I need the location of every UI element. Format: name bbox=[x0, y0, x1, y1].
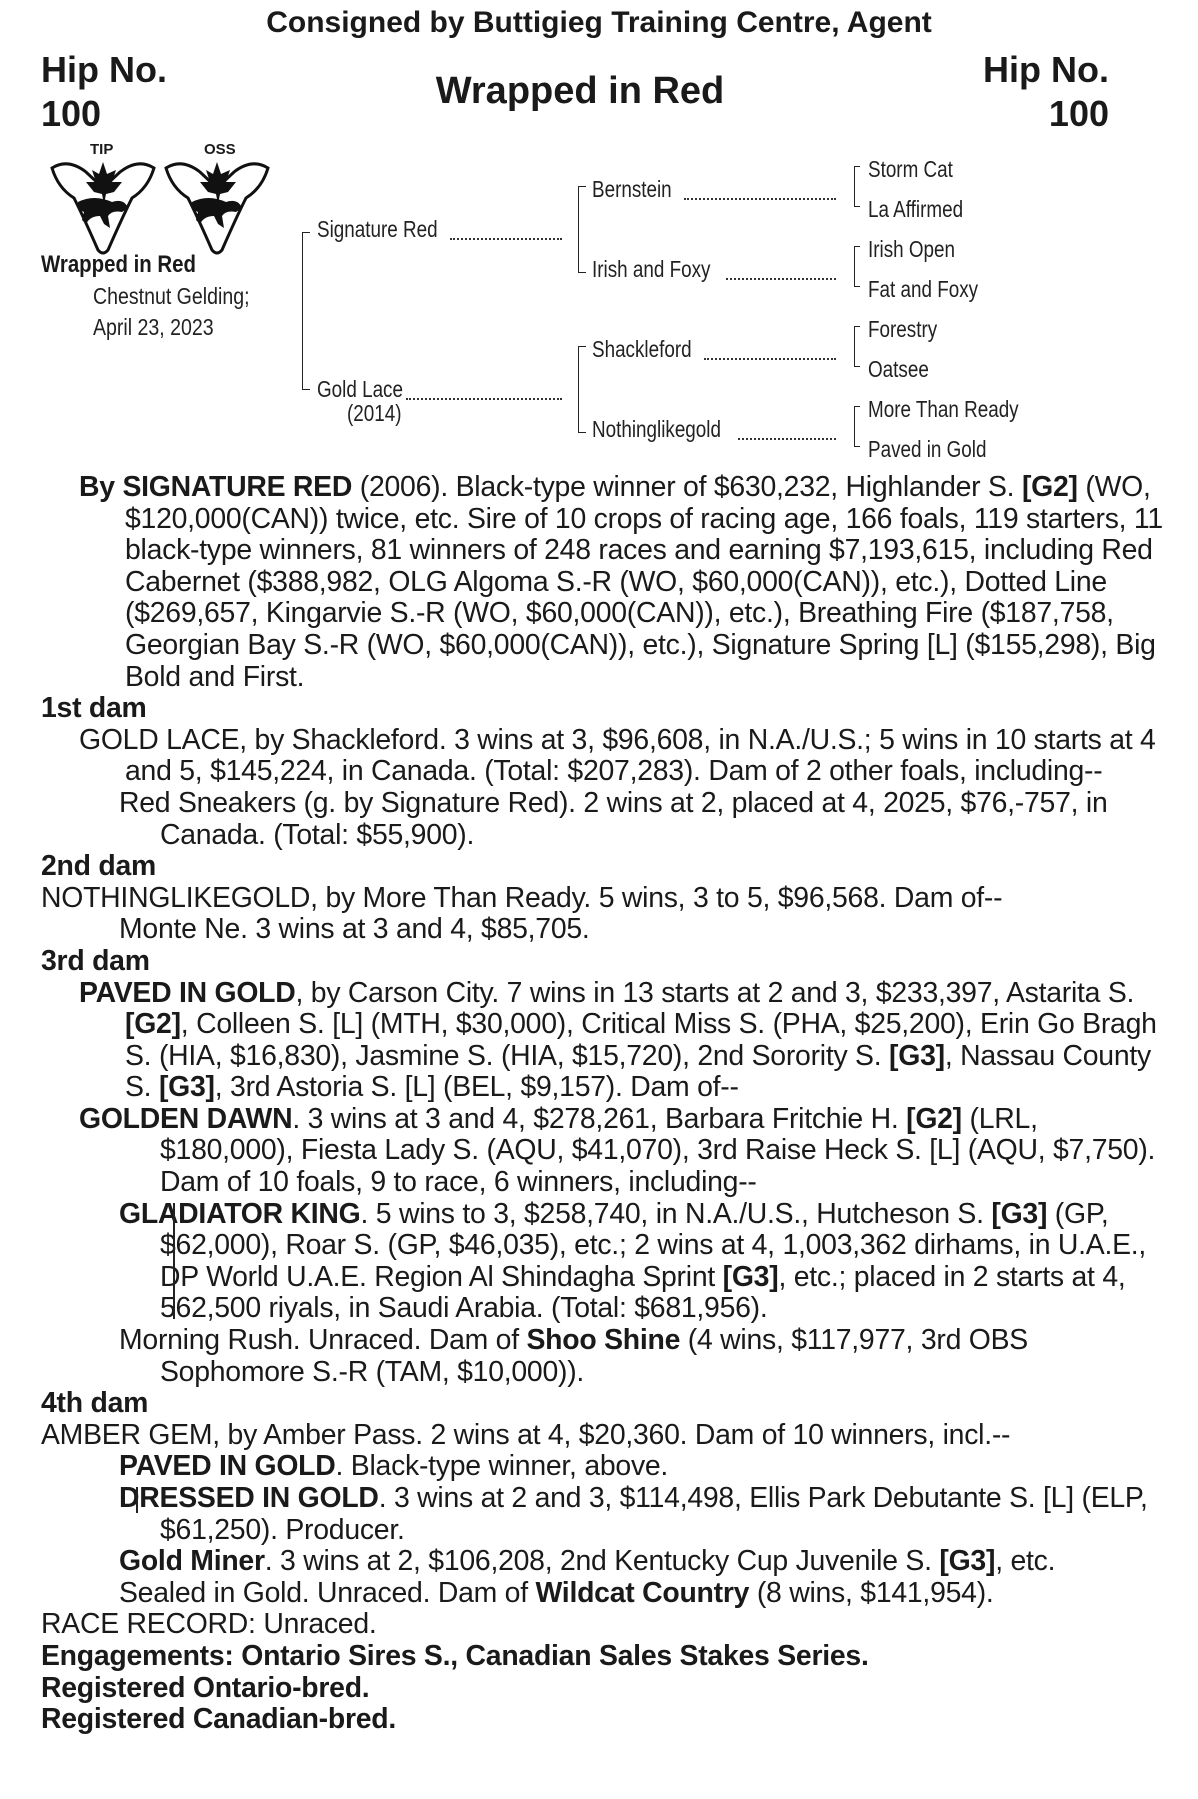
third-dam-heading: 3rd dam bbox=[41, 944, 150, 977]
pedigree-dam-dam: Nothinglikegold bbox=[592, 416, 721, 442]
second-dam-heading: 2nd dam bbox=[41, 850, 156, 883]
hip-number-right: 100 bbox=[1048, 93, 1109, 134]
pedigree-g3-1: Storm Cat bbox=[868, 156, 953, 182]
dressed-in-gold-entry: DRESSED IN GOLD. 3 wins at 2 and 3, $114,498, Ellis Park Debutante S. [L] (ELP, $61,250). Producer. bbox=[119, 1482, 1148, 1546]
red-sneakers-entry: Red Sneakers (g. by Signature Red). 2 wins at 2, placed at 4, 2025, $76,-757, in Canada. (Total: $55,900). bbox=[119, 786, 1108, 851]
oss-logo-icon bbox=[162, 158, 272, 258]
fourth-dam-heading: 4th dam bbox=[41, 1387, 149, 1420]
paved-in-gold-repeat: PAVED IN GOLD. Black-type winner, above. bbox=[119, 1450, 669, 1483]
second-dam-text: NOTHINGLIKEGOLD, by More Than Ready. 5 wins, 3 to 5, $96,568. Dam of-- bbox=[41, 881, 1003, 914]
paved-in-gold-entry: PAVED IN GOLD, by Carson City. 7 wins in 13 starts at 2 and 3, $233,397, Astarita S. [G2], Colleen S. [L] (MTH, $30,000), Critical Miss S. (PHA, $25,200), Erin Go Bragh S. (HIA, $16,830), Jasmine S. (HIA, $15,720), 2nd Sorority S. [G3], Nassau County S. [G3], 3rd Astoria S. [L] (BEL, $9,157). Dam of-- bbox=[79, 976, 1157, 1104]
sealed-in-gold-entry: Sealed in Gold. Unraced. Dam of Wildcat Country (8 wins, $141,954). bbox=[119, 1576, 994, 1609]
pedigree-g3-6: Oatsee bbox=[868, 356, 929, 382]
sire-paragraph: By SIGNATURE RED (2006). Black-type winner of $630,232, Highlander S. [G2] (WO, $120,000(CAN)) twice, etc. Sire of 10 crops of racing age, 166 foals, 119 starters, 11 black-type winners, 81 winners of 248 races and earning $7,193,615, including Red Cabernet ($388,982, OLG Algoma S.-R (WO, $60,000(CAN)), etc.), Dotted Line ($269,657, Kingarvie S.-R (WO, $60,000(CAN)), etc.), Breathing Fire ($187,758, Georgian Bay S.-R (WO, $60,000(CAN)), etc.), Signature Spring [L] ($155,298), Big Bold and First. bbox=[79, 471, 1163, 693]
gold-miner-entry: Gold Miner. 3 wins at 2, $106,208, 2nd Kentucky Cup Juvenile S. [G3], etc. bbox=[119, 1545, 1056, 1578]
tip-logo-icon bbox=[48, 158, 158, 258]
catalogue-body bbox=[41, 472, 1166, 1736]
pedigree-dam: Gold Lace bbox=[317, 376, 403, 402]
amber-gem-text: AMBER GEM, by Amber Pass. 2 wins at 4, $20,360. Dam of 10 winners, incl.-- bbox=[41, 1418, 1011, 1451]
pedigree-g3-7: More Than Ready bbox=[868, 396, 1019, 422]
pedigree-g3-5: Forestry bbox=[868, 316, 938, 342]
pedigree-g3-8: Paved in Gold bbox=[868, 436, 987, 462]
pedigree-dam-sire: Shackleford bbox=[592, 336, 692, 362]
pedigree-sire-dam: Irish and Foxy bbox=[592, 256, 711, 282]
summary-foaled: April 23, 2023 bbox=[93, 314, 214, 340]
pedigree-g3-4: Fat and Foxy bbox=[868, 276, 979, 302]
golden-dawn-entry: GOLDEN DAWN. 3 wins at 3 and 4, $278,261, Barbara Fritchie H. [G2] (LRL, $180,000), Fiesta Lady S. (AQU, $41,070), 3rd Raise Heck S. [L] (AQU, $7,750). Dam of 10 foals, 9 to race, 6 winners, including-- bbox=[79, 1102, 1156, 1199]
morning-rush-entry: Morning Rush. Unraced. Dam of Shoo Shine (4 wins, $117,977, 3rd OBS Sophomore S.-R (TAM, $10,000)). bbox=[119, 1324, 1028, 1388]
pedigree-dam-year: (2014) bbox=[347, 400, 402, 426]
summary-horse-name: Wrapped in Red bbox=[41, 251, 196, 278]
pedigree-sire: Signature Red bbox=[317, 216, 438, 242]
horse-name-title: Wrapped in Red bbox=[435, 70, 725, 112]
pedigree-sire-sire: Bernstein bbox=[592, 176, 672, 202]
consignor-line: Consigned by Buttigieg Training Centre, Agent bbox=[266, 6, 932, 39]
hip-number-left: 100 bbox=[41, 93, 102, 134]
first-dam-heading: 1st dam bbox=[41, 692, 147, 725]
monte-ne-entry: Monte Ne. 3 wins at 3 and 4, $85,705. bbox=[119, 913, 590, 946]
race-record: RACE RECORD: Unraced. bbox=[41, 1608, 377, 1641]
first-dam-text: GOLD LACE, by Shackleford. 3 wins at 3, $96,608, in N.A./U.S.; 5 wins in 10 starts at 4 and 5, $145,224, in Canada. (Total: $207,283). Dam of 2 other foals, including-- bbox=[79, 723, 1156, 788]
hip-label-right: Hip No. bbox=[983, 49, 1109, 90]
oss-label: OSS bbox=[204, 141, 236, 158]
gladiator-king-entry: GLADIATOR KING. 5 wins to 3, $258,740, in N.A./U.S., Hutcheson S. [G3] (GP, $62,000), Roar S. (GP, $46,035), etc.; 2 wins at 4, 1,003,362 dirhams, in U.A.E., DP World U.A.E. Region Al Shindagha Sprint [G3], etc.; placed in 2 starts at 4, 562,500 riyals, in Saudi Arabia. (Total: $681,956). bbox=[119, 1197, 1147, 1325]
summary-sex-color: Chestnut Gelding; bbox=[93, 283, 250, 309]
registered-canadian: Registered Canadian-bred. bbox=[41, 1703, 397, 1736]
pedigree-g3-3: Irish Open bbox=[868, 236, 956, 262]
tip-label: TIP bbox=[90, 141, 114, 158]
registered-ontario: Registered Ontario-bred. bbox=[41, 1671, 370, 1704]
engagements: Engagements: Ontario Sires S., Canadian Sales Stakes Series. bbox=[41, 1639, 869, 1672]
hip-label-left: Hip No. bbox=[41, 49, 167, 90]
pedigree-g3-2: La Affirmed bbox=[868, 196, 964, 222]
